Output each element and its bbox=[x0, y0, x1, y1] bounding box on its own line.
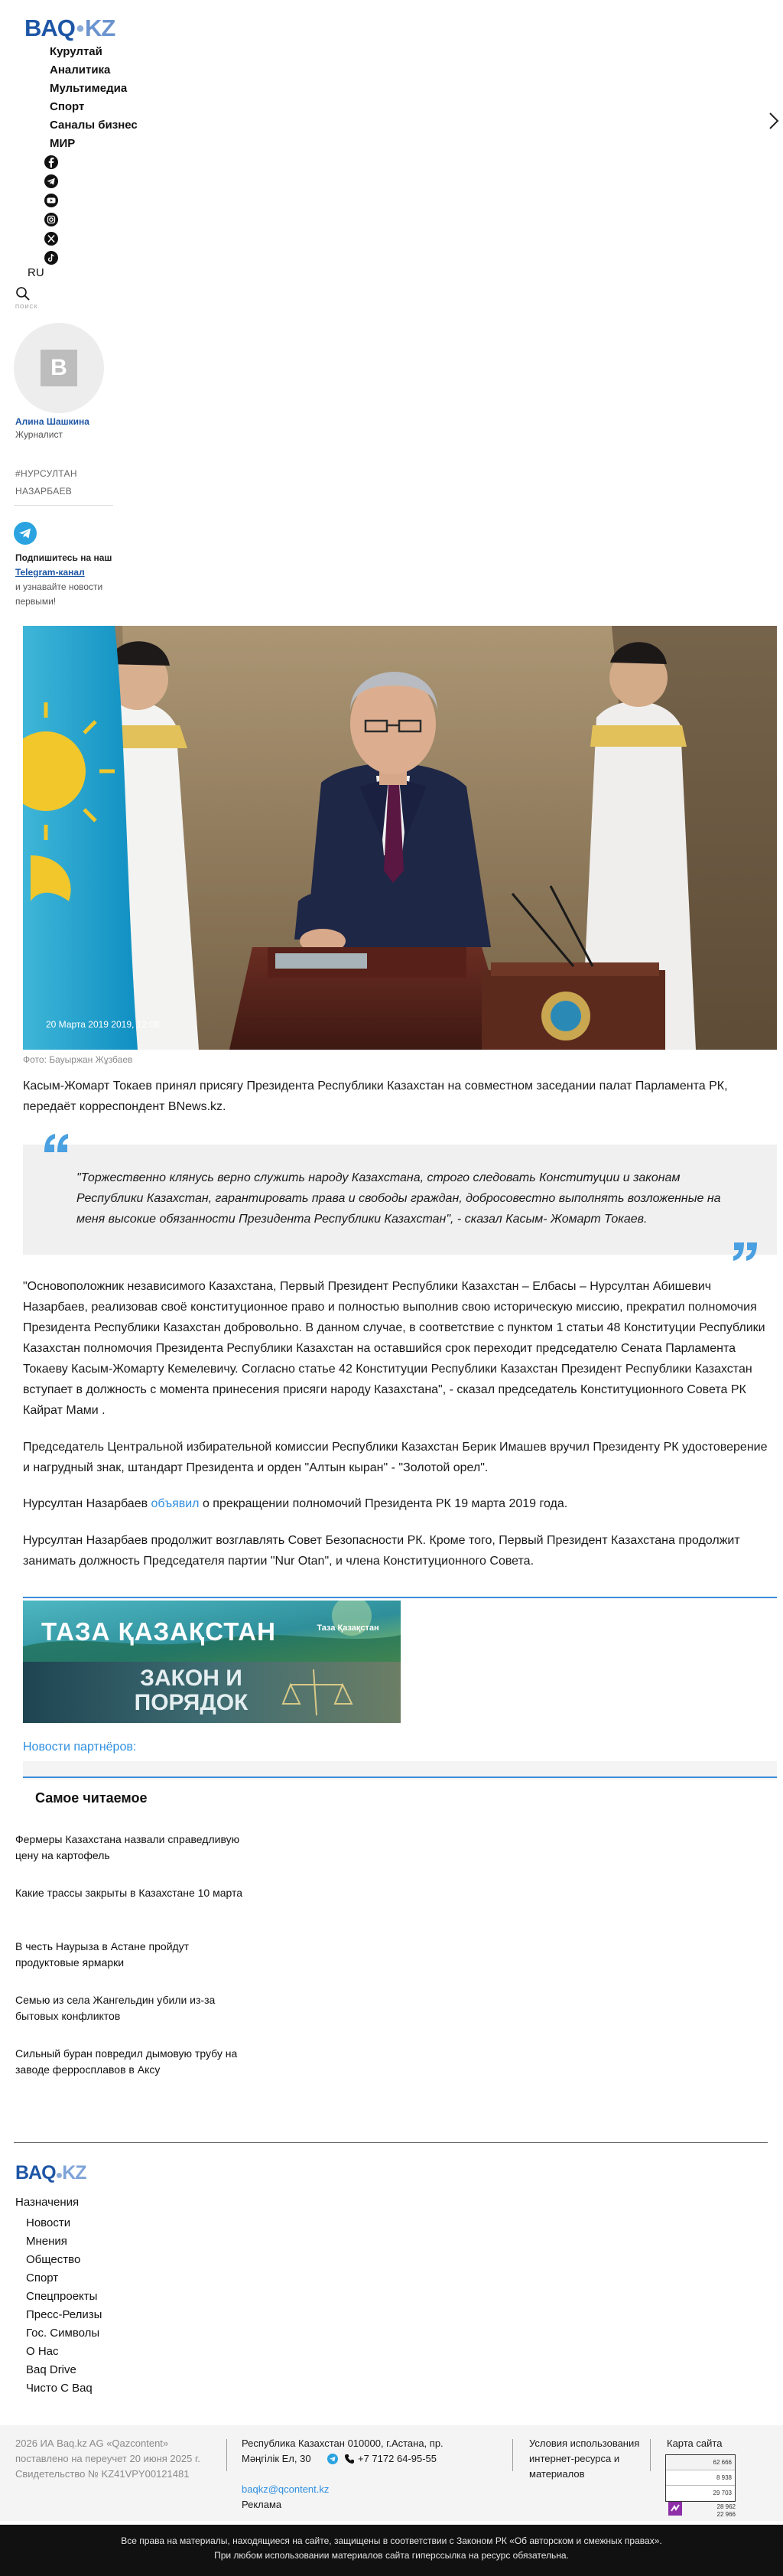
footer-nav-society[interactable]: Общество bbox=[26, 2253, 81, 2266]
quote-close-icon bbox=[733, 1241, 759, 1262]
footer-nav-baq-drive[interactable]: Baq Drive bbox=[26, 2363, 76, 2376]
quote-open-icon bbox=[43, 1132, 69, 1154]
copyright-bar bbox=[0, 2525, 783, 2576]
facebook-icon[interactable] bbox=[44, 155, 59, 170]
search-caption: ПОИСК bbox=[15, 304, 38, 310]
footer-sitemap-link[interactable]: Карта сайта bbox=[667, 2438, 723, 2449]
footer-nav-sport[interactable]: Спорт bbox=[26, 2272, 59, 2285]
announced-link[interactable]: объявил bbox=[151, 1497, 200, 1510]
article-lead: Касым-Жомарт Токаев принял присягу Президента Республики Казахстан на совместном заседании палат Парламента РК, передаёт корреспондент BNews.kz. bbox=[23, 1080, 728, 1113]
footer-logo-baq: BAQ bbox=[15, 2162, 56, 2184]
most-read-item[interactable]: В честь Наурыза в Астане пройдут продуктовые ярмарки bbox=[15, 1940, 190, 1969]
footer-nav-news[interactable]: Новости bbox=[26, 2216, 71, 2229]
visitor-counter-widget[interactable] bbox=[665, 2454, 736, 2502]
counter-row bbox=[666, 2470, 735, 2486]
footer-heading[interactable]: Назначения bbox=[15, 2196, 80, 2209]
banner2-line2: ПОРЯДОК bbox=[134, 1690, 249, 1715]
nav-item-world[interactable]: МИР bbox=[50, 137, 76, 150]
footer-nav-opinions[interactable]: Мнения bbox=[26, 2235, 67, 2248]
footer-registration: поставлено на переучет 20 июня 2025 г. bbox=[15, 2453, 200, 2464]
footer-nav-press-releases[interactable]: Пресс-Релизы bbox=[26, 2308, 102, 2321]
language-switcher[interactable]: RU bbox=[28, 266, 44, 279]
copyright-text: Все права на материалы, находящиеся на сайте, защищены в соответствии с Законом РК «Об авторском и смежных правах». При любом использовании материалов сайта гиперссылка на ресурс обязательна. bbox=[121, 2535, 662, 2561]
footer-phone-row bbox=[327, 2451, 437, 2467]
banner-taza-kazakhstan[interactable] bbox=[23, 1601, 401, 1662]
footer-nav-specprojects[interactable]: Спецпроекты bbox=[26, 2290, 98, 2303]
footer-nav-state-symbols[interactable]: Гос. Символы bbox=[26, 2327, 100, 2340]
footer-legal-info bbox=[15, 2436, 214, 2482]
telegram-promo bbox=[15, 551, 122, 609]
footer-nav bbox=[26, 2214, 102, 2398]
banner1-title: ТАЗА ҚАЗАҚСТАН bbox=[41, 1617, 276, 1646]
telegram-channel-link[interactable]: Telegram-канал bbox=[15, 567, 85, 578]
banner1-badge: Таза Қазақстан bbox=[317, 1623, 379, 1633]
avatar-initial: B bbox=[41, 350, 77, 386]
main-nav bbox=[50, 43, 138, 153]
nav-item-business[interactable]: Саналы бизнес bbox=[50, 119, 138, 132]
banner-law-and-order[interactable] bbox=[23, 1662, 401, 1723]
x-twitter-icon[interactable] bbox=[44, 231, 59, 246]
p3-text-after: о прекращении полномочий Президента РК 19 марта 2019 года. bbox=[199, 1497, 568, 1510]
telegram-promo-line2: и узнавайте новости первыми! bbox=[15, 581, 103, 607]
footer-divider bbox=[14, 2142, 768, 2143]
nav-item-kurultai[interactable]: Курултай bbox=[50, 45, 102, 58]
banner2-title bbox=[115, 1666, 268, 1715]
logo-text-baq: BAQ bbox=[24, 15, 75, 41]
most-read-divider bbox=[23, 1776, 777, 1778]
article-hero-image bbox=[23, 626, 777, 1050]
article-paragraph-2: Председатель Центральной избирательной комиссии Республики Казахстан Берик Имашев вручил Президенту РК удостоверение и нагрудный знак, штандарт Президента и орден "Алтын кыран" - "Золотой орел". bbox=[23, 1441, 768, 1474]
photo-caption: Фото: Бауыржан Жұзбаев bbox=[23, 1054, 133, 1065]
most-read-item[interactable]: Какие трассы закрыты в Казахстане 10 марта bbox=[15, 1887, 243, 1899]
inauguration-photo bbox=[23, 626, 777, 1050]
author-role: Журналист bbox=[15, 429, 63, 440]
counter-value: 29 703 bbox=[713, 2490, 732, 2496]
instagram-icon[interactable] bbox=[44, 212, 59, 227]
footer-col-divider bbox=[512, 2439, 513, 2471]
author-name[interactable]: Алина Шашкина bbox=[15, 416, 89, 427]
counter-value: 62 666 bbox=[713, 2459, 732, 2466]
tiktok-icon[interactable] bbox=[44, 250, 59, 265]
phone-icon bbox=[344, 2454, 355, 2464]
article-paragraph-1: "Основоположник независимого Казахстана, Первый Президент Республики Казахстан – Елбасы – Нурсултан Абишевич Назарбаев, реализовав своё конституционное право и полностью выполнив свою историческую миссию, прекратил полномочия Президента Республики Казахстан добровольно. В данном случае, в соответствие с пунктом 1 статьи 48 Конституции Республики Казахстан полномочия Президента Республики Казахстан на оставшийся срок переходит председателю Сената Парламента Токаеву Касым-Жомарту Кемелевичу. Согласно статье 42 Конституции Республики Казахстан Президент Республики Казахстан вступает в должность с момента принесения присяги народу Казахстана", - сказал председатель Конституционного Совета РК Кайрат Мами . bbox=[23, 1280, 765, 1417]
banner2-line1: ЗАКОН И bbox=[140, 1666, 242, 1691]
footer-logo-dot: ● bbox=[55, 2169, 63, 2182]
quote-text: "Торжественно клянусь верно служить народу Казахстана, строго следовать Конституции и законам Республики Казахстан, гарантировать права и свободы граждан, добросовестно выполнять возложенные на меня высокие обязанности Президента Республики Казахстан", - сказал Касым- Жомарт Токаев. bbox=[76, 1171, 721, 1226]
counter-logo-icon bbox=[668, 2502, 682, 2516]
most-read-item[interactable]: Сильный буран повредил дымовую трубу на заводе ферросплавов в Аксу bbox=[15, 2047, 238, 2076]
search-icon[interactable] bbox=[15, 286, 31, 301]
footer-terms-link[interactable]: Условия использования интернет-ресурса и материалов bbox=[529, 2438, 640, 2480]
article-tag[interactable]: #НУРСУЛТАН НАЗАРБАЕВ bbox=[15, 468, 77, 497]
telegram-icon[interactable] bbox=[44, 174, 59, 189]
counter-value: 28 962 bbox=[716, 2503, 736, 2510]
footer-phone[interactable]: +7 7172 64-95-55 bbox=[358, 2453, 437, 2464]
social-links bbox=[44, 155, 60, 269]
article-paragraph-3 bbox=[23, 1493, 777, 1514]
telegram-small-icon[interactable] bbox=[327, 2454, 338, 2464]
counter-row bbox=[666, 2486, 735, 2501]
footer-address: Республика Казахстан 010000, г.Астана, пр. Мәңгілік Ел, 30 bbox=[242, 2438, 443, 2464]
footer-copyright-agency: 2026 ИА Baq.kz AG «Qazcontent» bbox=[15, 2438, 169, 2449]
footer-contacts bbox=[242, 2436, 471, 2512]
nav-item-multimedia[interactable]: Мультимедиа bbox=[50, 82, 128, 95]
telegram-promo-line1: Подпишитесь на наш bbox=[15, 552, 112, 563]
counter-value: 22 966 bbox=[716, 2511, 736, 2518]
nav-item-sport[interactable]: Спорт bbox=[50, 100, 85, 113]
p3-text-before: Нурсултан Назарбаев bbox=[23, 1497, 151, 1510]
site-logo[interactable] bbox=[24, 15, 115, 41]
footer-logo[interactable] bbox=[15, 2162, 86, 2184]
article-paragraph-4: Нурсултан Назарбаев продолжит возглавлять Совет Безопасности РК. Кроме того, Первый Президент Казахстана продолжит занимать должность Председателя партии "Nur Otan", и члена Конституционного Совета. bbox=[23, 1534, 740, 1568]
footer-col-divider bbox=[226, 2439, 227, 2471]
footer-email[interactable]: baqkz@qcontent.kz bbox=[242, 2483, 330, 2495]
most-read-item[interactable]: Семью из села Жангельдин убили из-за бытовых конфликтов bbox=[15, 1994, 216, 2022]
footer-certificate: Свидетельство № KZ41VPY00121481 bbox=[15, 2468, 190, 2480]
counter-value: 8 938 bbox=[716, 2474, 732, 2481]
footer-ads-link[interactable]: Реклама bbox=[242, 2499, 282, 2510]
sidebar-divider bbox=[14, 505, 113, 506]
footer-nav-clean-with-baq[interactable]: Чисто С Baq bbox=[26, 2382, 93, 2395]
footer-logo-kz: KZ bbox=[62, 2162, 86, 2184]
nav-item-analytics[interactable]: Аналитика bbox=[50, 64, 111, 77]
logo-dot: ● bbox=[75, 19, 84, 37]
chevron-right-icon[interactable] bbox=[768, 112, 780, 130]
telegram-promo-icon[interactable] bbox=[14, 522, 37, 545]
author-avatar[interactable] bbox=[14, 323, 104, 413]
footer-nav-about[interactable]: О Нас bbox=[26, 2345, 59, 2358]
footer-col-divider bbox=[650, 2439, 651, 2471]
counter-row bbox=[666, 2455, 735, 2470]
most-read-item[interactable]: Фермеры Казахстана назвали справедливую цену на картофель bbox=[15, 1833, 240, 1861]
partners-news-label: Новости партнёров: bbox=[23, 1741, 137, 1754]
most-read-list bbox=[15, 1832, 245, 2099]
article-date: 20 Марта 2019 2019, 12:08 bbox=[46, 1019, 160, 1030]
most-read-title: Самое читаемое bbox=[35, 1790, 148, 1806]
logo-text-kz: KZ bbox=[84, 15, 115, 41]
banner-divider bbox=[23, 1597, 777, 1598]
youtube-icon[interactable] bbox=[44, 193, 59, 208]
